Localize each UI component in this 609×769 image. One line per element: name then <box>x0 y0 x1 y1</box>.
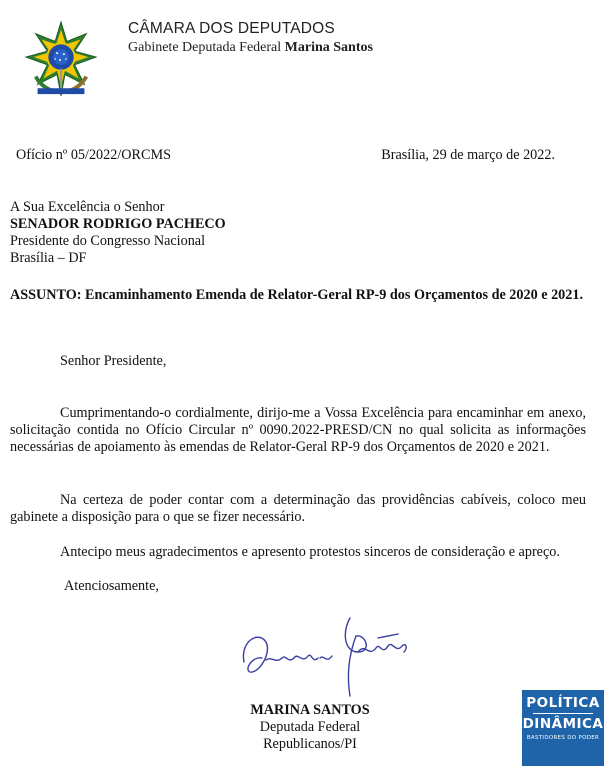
signer-name: MARINA SANTOS <box>250 702 370 718</box>
greeting: Senhor Presidente, <box>60 353 167 369</box>
handwritten-signature <box>238 612 413 702</box>
body-paragraph-1: Cumprimentando-o cordialmente, dirijo-me a Vossa Excelência para encaminhar em anexo, solicitação contida no Ofício Circular nº 0090.2022-PRESD/CN no qual solicita as informações necessárias de apoiamento às emendas de Relator-Geral RP-9 dos Orçamentos de 2020 e 2021. <box>10 405 586 455</box>
office-prefix: Gabinete Deputada Federal <box>128 40 282 55</box>
politica-dinamica-badge <box>522 690 604 766</box>
badge-tagline: BASTIDORES DO PODER <box>526 735 600 741</box>
signer-role: Deputada Federal <box>259 719 361 735</box>
body-paragraph-2: Na certeza de poder contar com a determinação das providências cabíveis, coloco meu gabinete a disposição para o que se fizer necessário. <box>10 492 586 525</box>
subject-line: ASSUNTO: Encaminhamento Emenda de Relator-Geral RP-9 dos Orçamentos de 2020 e 2021. <box>10 287 583 303</box>
coat-of-arms-icon <box>22 20 100 98</box>
document-reference: Ofício nº 05/2022/ORCMS <box>16 147 171 163</box>
badge-divider <box>533 713 593 714</box>
badge-line-1: POLÍTICA <box>526 695 600 711</box>
institution-title: CÂMARA DOS DEPUTADOS <box>128 20 335 37</box>
recipient-city: Brasília – DF <box>10 250 87 266</box>
place-date: Brasília, 29 de março de 2022. <box>381 147 555 163</box>
recipient-title: Presidente do Congresso Nacional <box>10 233 206 249</box>
body-paragraph-3: Antecipo meus agradecimentos e apresento protestos sinceros de consideração e apreço. <box>60 544 560 560</box>
signer-party: Republicanos/PI <box>263 736 357 752</box>
signature-block <box>200 702 420 753</box>
recipient-name: SENADOR RODRIGO PACHECO <box>10 216 226 232</box>
recipient-salutation: A Sua Excelência o Senhor <box>10 199 165 215</box>
office-name: Marina Santos <box>284 40 373 55</box>
badge-line-2: DINÂMICA <box>522 716 604 732</box>
office-subtitle <box>128 40 373 56</box>
closing: Atenciosamente, <box>64 578 159 594</box>
